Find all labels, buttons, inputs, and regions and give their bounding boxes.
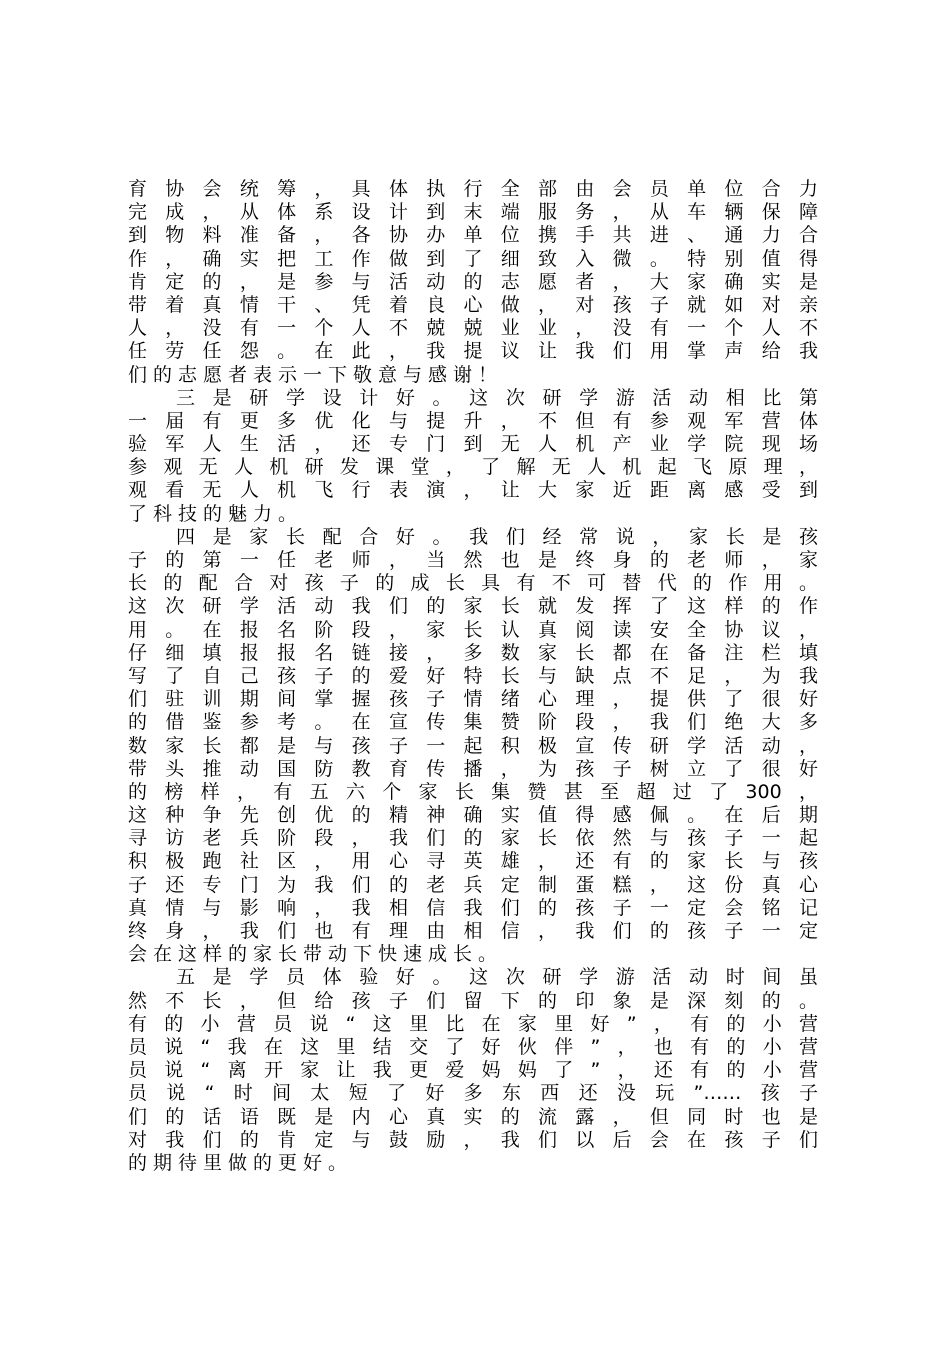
text-line: 人，没有一个人不兢兢业业，没有一个人不 (128, 317, 818, 340)
text-line: 一届有更多优化与提升，不但有参观军营体 (128, 409, 818, 432)
text-line: 对我们的肯定与鼓励，我们以后会在孩子们 (128, 1128, 818, 1151)
paragraph-end-line: 会在这样的家长带动下快速成长。 (128, 943, 504, 966)
text-line: 这次研学活动我们的家长就发挥了这样的作 (128, 595, 818, 618)
text-line: 终身，我们也有理由相信，我们的孩子一定 (128, 920, 818, 942)
text-line: 长的配合对孩子的成长具有不可替代的作用。 (128, 572, 818, 595)
text-line: 真情与影响，我相信我们的孩子一定会铭记 (128, 896, 818, 919)
text-line: 肯定的，是参与活动的志愿者，大家确实是 (128, 270, 818, 293)
text-line: 的借鉴参考。在宣传集赞阶段，我们绝大多 (128, 711, 818, 734)
text-line: 员说“离开家让我更爱妈妈了”，还有的小营 (128, 1059, 818, 1082)
text-line: 积极跑社区，用心寻英雄，还有的家长与孩 (128, 850, 818, 873)
text-line: 子的第一任老师，当然也是终身的老师，家 (128, 549, 818, 571)
text-line: 任劳任怨。在此，我提议让我们用掌声给我 (128, 340, 818, 363)
text-line: 作，确实把工作做到了细致入微。特别值得 (128, 247, 818, 270)
text-line: 有的小营员说“这里比在家里好”，有的小营 (128, 1012, 818, 1035)
text-line: 到物料准备，各协办单位携手共进、通力合 (128, 224, 818, 247)
text-line: 写了自己孩子的爱好特长与缺点不足，为我 (128, 664, 818, 687)
text-line: 验军人生活，还专门到无人机产业学院现场 (128, 433, 818, 456)
text-line: 子还专门为我们的老兵定制蛋糕，这份真心 (128, 873, 818, 896)
text-line: 这种争先创优的精神确实值得感佩。在后期 (128, 804, 818, 827)
paragraph-end-line: 的期待里做的更好。 (128, 1151, 354, 1174)
text-line: 带着真情干、凭着良心做，对孩子就如对亲 (128, 293, 818, 316)
text-line: 完成，从体系设计到末端服务，从车辆保障 (128, 201, 818, 224)
section-four-first-line: 四是家长配合好。我们经常说，家长是孩 (176, 525, 818, 548)
text-line: 们驻训期间掌握孩子情绪心理，提供了很好 (128, 688, 818, 711)
paragraph-end-line: 了科技的魅力。 (128, 502, 304, 525)
text-line: 数家长都是与孩子一起积极宣传研学活动， (128, 734, 818, 757)
body-text (128, 178, 818, 1175)
paragraph-end-line: 们的志愿者表示一下敬意与感谢！ (128, 363, 504, 386)
text-line: 寻访老兵阶段，我们的家长依然与孩子一起 (128, 827, 818, 850)
section-five-first-line: 五是学员体验好。这次研学游活动时间虽 (176, 966, 818, 989)
section-three-first-line: 三是研学设计好。这次研学游活动相比第 (176, 386, 818, 409)
text-line: 观看无人机飞行表演，让大家近距离感受到 (128, 479, 818, 502)
text-line: 用。在报名阶段，家长认真阅读安全协议， (128, 618, 818, 641)
text-line: 带头推动国防教育传播，为孩子树立了很好 (128, 757, 818, 780)
text-line: 仔细填报报名链接，多数家长都在备注栏填 (128, 641, 818, 664)
text-line: 们的话语既是内心真实的流露，但同时也是 (128, 1105, 818, 1128)
text-line: 员说“我在这里结交了好伙伴”，也有的小营 (128, 1035, 818, 1058)
text-line: 的榜样，有五六个家长集赞甚至超过了300， (128, 780, 818, 803)
text-line: 参观无人机研发课堂，了解无人机起飞原理， (128, 456, 818, 479)
text-line: 育协会统筹，具体执行全部由会员单位合力 (128, 178, 818, 200)
text-line: 然不长，但给孩子们留下的印象是深刻的。 (128, 989, 818, 1012)
text-line: 员说“时间太短了好多东西还没玩”……孩子 (128, 1082, 818, 1105)
